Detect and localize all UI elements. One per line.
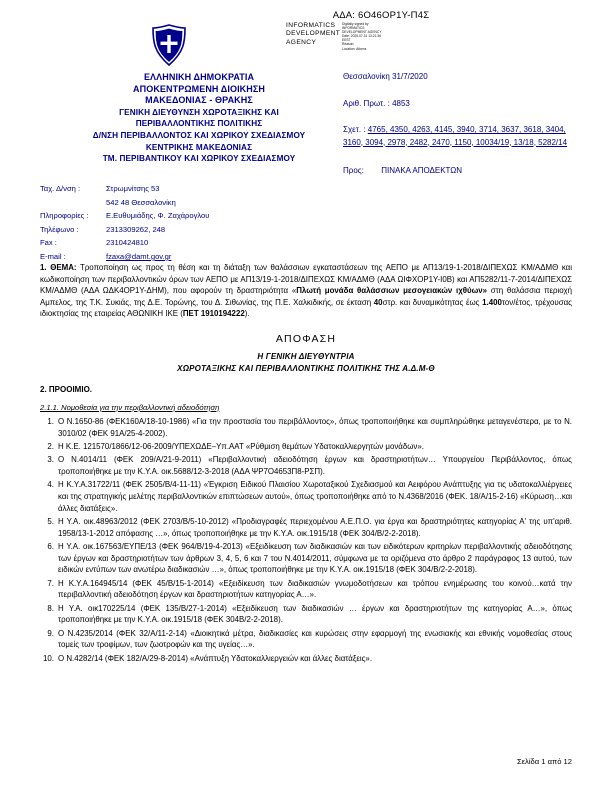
decision-title-block	[40, 333, 572, 375]
org-line-1: ΕΛΛΗΝΙΚΗ ΔΗΜΟΚΡΑΤΙΑ	[143, 72, 255, 82]
theme-bold-4: ΠΕΤ 1910194222	[182, 309, 245, 319]
org-line-4: ΓΕΝΙΚΗ ΔΙΕΥΘΥΝΣΗ ΧΩΡΟΤΑΞΙΚΗΣ ΚΑΙ	[119, 107, 279, 117]
org-line-5: ΠΕΡΙΒΑΛΛΟΝΤΙΚΗΣ ΠΟΛΙΤΙΚΗΣ	[135, 119, 263, 129]
legislation-list	[40, 416, 572, 666]
list-item-number: 1.	[47, 417, 54, 426]
recipient-label: Προς:	[343, 166, 364, 175]
list-item	[40, 441, 572, 453]
theme-text-2: στη θαλάσσια περιοχή Αμπελος, της Τ.Κ. Συκιάς, της Δ.Ε. Τορώνης, του Δ. Σιθωνίας, της Π.Ε. Χαλκιδικής, σε έκταση	[40, 286, 572, 307]
theme-paragraph	[40, 262, 572, 320]
list-item-text: Η Κ.Ε. 121570/1866/12-06-2009/ΥΠΕΧΩΔΕ–Υπ.ΑΑΤ «Ρύθμιση θεμάτων Υδατοκαλλιεργητών μονάδων».	[58, 442, 424, 451]
contact-row-info	[40, 209, 310, 223]
contact-row-address	[40, 182, 310, 196]
preamble-section-title: 2. ΠΡΟΟΙΜΙΟ.	[40, 385, 93, 394]
list-item-text: Η Υ.Α. οικ.167563/ΕΥΠΕ/13 (ΦΕΚ 964/Β/19-4-2013) «Εξειδίκευση των διαδικασιών και των ειδικότερων κριτηρίων περιβαλλοντικής αδειοδότησης των έργων και δραστηριοτήτων των άρθρων 3, 4, 5, 6 και 7 του Ν.4014/2011, σύμφωνα με τα οριζόμενα στο άρθρο 2 παράγραφος 13 αυτού, των ειδικών εντύπων των ανωτέρω διαδικασιών …», όπως τροποποιήθηκε με την Κ.Υ.Α. οικ.1915/18 (ΦΕΚ 304/Β/2-2-2018).	[58, 542, 572, 575]
sig-line1: Digitally signed by	[342, 22, 369, 26]
theme-bold-3: 1.400	[482, 297, 502, 307]
relevant-documents	[343, 124, 578, 149]
list-item	[40, 479, 572, 514]
list-item-text: Η Υ.Α. οικ170225/14 (ΦΕΚ 135/Β/27-1-2014) «Εξειδίκευση των διαδικασιών … έργων και δραστηριοτήτων της κατηγορίας Α…», όπως τροποποιήθηκε με την Κ.Υ.Α. οικ.1915/18 (ΦΕΚ 304Β/2-2-2018).	[58, 603, 572, 625]
address-value-2: 542 48 Θεσσαλονίκη	[106, 197, 176, 207]
info-value: Ε.Ευθυμιάδης, Φ. Ζαχάρογλου	[106, 211, 210, 221]
list-item-number: 6.	[47, 542, 54, 551]
list-item-text: Η Κ.Υ.Α.164945/14 (ΦΕΚ 45/Β/15-1-2014) «Εξειδίκευση των διαδικασιών γνωμοδοτήσεων και τρόπου ενημέρωσης του κοινού…κατά την περιβαλλοντική αδειοδότηση έργων και δραστηριοτήτων κατηγορίας Α…».	[58, 578, 572, 600]
list-item-number: 10.	[43, 653, 54, 663]
list-item	[40, 541, 572, 576]
list-item	[40, 516, 572, 539]
list-item	[40, 578, 572, 601]
list-item-text: Ο Ν.4282/14 (ΦΕΚ 182/Α/29-8-2014) «Ανάπτυξη Υδατοκαλλιεργειών και άλλες διατάξεις».	[58, 653, 373, 663]
list-item-number: 9.	[47, 628, 54, 638]
phone-value: 2313309262, 248	[106, 224, 166, 234]
decision-subtitle-1: Η ΓΕΝΙΚΗ ΔΙΕΥΘΥΝΤΡΙΑ	[257, 352, 355, 361]
list-item-number: 4.	[47, 480, 54, 490]
list-item-number: 5.	[47, 517, 54, 526]
list-item	[40, 454, 572, 477]
list-item	[40, 603, 572, 626]
theme-label: ΘΕΜΑ:	[50, 263, 77, 272]
ada-code-line	[0, 10, 612, 21]
address-value: Στρωμνίτσης 53	[106, 184, 160, 193]
greek-republic-emblem	[150, 24, 188, 66]
recipient-value: ΠΙΝΑΚΑ ΑΠΟΔΕΚΤΩΝ	[381, 166, 463, 175]
theme-bold-1: Πλωτή μονάδα θαλάσσιων μεσογειακών ιχθύων»	[296, 286, 488, 296]
contact-row-phone	[40, 223, 310, 237]
list-item-number: 3.	[47, 455, 54, 465]
ida-digital-signature-stamp	[286, 22, 436, 51]
relevant-value: 4765, 4350, 4263, 4145, 3940, 3714, 3637, 3618, 3404, 3160, 3094, 2978, 2482, 2470, 1150, 10034/19, 13/18, 5282/14	[343, 125, 568, 147]
address-label: Ταχ. Δ/νση :	[40, 184, 81, 193]
org-line-2: ΑΠΟΚΕΝΤΡΩΜΕΝΗ ΔΙΟΙΚΗΣΗ	[133, 83, 265, 94]
list-item	[40, 653, 572, 665]
place-date: Θεσσαλονίκη 31/7/2020	[343, 72, 428, 81]
org-line-3: ΜΑΚΕΔΟΝΙΑΣ - ΘΡΑΚΗΣ	[145, 95, 253, 106]
phone-label: Τηλέφωνο :	[40, 224, 79, 234]
email-link[interactable]: fzaxa@damt.gov.gr	[106, 251, 172, 261]
list-item-text: Ο Ν.4235/2014 (ΦΕΚ 32/Α/11-2-14) «Διοικητικά μέτρα, διαδικασίες και κυρώσεις στην εφαρμογή της ενωσιακής και εθνικής νομοθεσίας στους τομείς των τροφίμων, των ζωοτροφών και της υγείας…».	[58, 628, 572, 650]
sig-line5: EEST	[342, 38, 351, 43]
info-label: Πληροφορίες :	[40, 211, 89, 221]
list-item-text: Ο Ν.1650-86 (ΦΕΚ160Α/18-10-1986) «Για την προστασία του περιβάλλοντος», όπως τροποποιήθηκε και συμπληρώθηκε μεταγενέστερα, με το Ν. 3010/02 (ΦΕΚ 91Α/25-4-2002).	[58, 417, 572, 438]
theme-text-1: Τροποποίηση ως προς τη θέση και τη διάταξη των θαλάσσιων εγκαταστάσεων της ΑΕΠΟ με ΑΠ13/19-1-2018/ΔΙΠΕΧΩΣ ΚΜ/ΑΔΜΘ και κωδικοποίηση των περιβαλλοντικών όρων των ΑΕΠΟ με ΑΠ13/19-1-2018/ΔΙΠΕΧΩΣ ΚΜ/ΑΔΜΘ (ΑΔΑ ΩΙΦΧΟΡ1Υ-Ι0Β) και ΑΠ5282/11-7-2014/ΔΙΠΕΧΩΣ ΚΜ/ΑΔΜΘ (ΑΔΑ ΩΔΚ4ΟΡ1Υ-ΔΗΜ), που αφορούν τη δραστηριότητα «	[40, 263, 572, 296]
org-line-8: ΤΜ. ΠΕΡΙΒΑΝΤΙΚΟΥ ΚΑΙ ΧΩΡΙΚΟΥ ΣΧΕΔΙΑΣΜΟΥ	[102, 154, 296, 164]
ida-stamp-line1: INFORMATICS	[286, 22, 336, 29]
list-item-text: Ο Ν.4014/11 (ΦΕΚ 209/Α/21-9-2011) «Περιβαλλοντική αδειοδότηση έργων και δραστηριοτήτων… Υπουργείου Περιβάλλοντος, όπως τροποποιήθηκε με την Κ.Υ.Α. οικ.5688/12-3-2018 (ΑΔΑ ΨΡ7Ο4653Π8-ΡΣΠ).	[58, 455, 572, 476]
theme-text-3: στρ. και δυναμικότητας έως	[382, 297, 483, 307]
theme-text-4: τον/έτος, τρέχουσας ιδιοκτησίας της εταιρείας ΑΘΩΝΙΚΗ ΙΚΕ (	[40, 297, 572, 319]
theme-text-5: ).	[244, 309, 250, 319]
theme-number: 1.	[40, 263, 47, 272]
list-item	[40, 416, 572, 439]
fax-label: Fax :	[40, 238, 57, 248]
email-label: E-mail :	[40, 251, 66, 261]
list-item-text: Η Υ.Α. οικ.48963/2012 (ΦΕΚ 2703/Β/5-10-2012) «Προδιαγραφές περιεχομένου Α.Ε.Π.Ο. για έργα και δραστηριότητες κατηγορίας Α' της υπ'αριθ. 1958/13-1-2012 απόφασης …», όπως τροποποιήθηκε με την Κ.Υ.Α. οικ.1915/18 (ΦΕΚ 304/Β/2-2-2018).	[58, 517, 572, 538]
sig-line3: DEVELOPMENT AGENCY	[342, 30, 382, 35]
sig-line7: Location: Athens	[342, 46, 367, 51]
theme-bold-2: 40	[373, 297, 383, 307]
org-line-7: ΚΕΝΤΡΙΚΗΣ ΜΑΚΕΔΟΝΙΑΣ	[145, 142, 253, 152]
ida-stamp-line3: AGENCY	[286, 38, 317, 46]
legislation-subsection-title: 2.1.1. Νομοθεσία για την περιβαλλοντική αδειοδότηση	[40, 403, 220, 412]
protocol-number: Αριθ. Πρωτ. : 4853	[343, 99, 410, 108]
sig-line6: Reason:	[342, 42, 355, 47]
list-item-text: Η Κ.Υ.Α.31722/11 (ΦΕΚ 2505/Β/4-11-11) «Έγκριση Ειδικού Πλαισίου Χωροταξικού Σχεδιασμού και Αειφόρου Ανάπτυξης για τις υδατοκαλλιέργειες και της στρατηγικής μελέτης περιβαλλοντικών επιπτώσεων αυτού», όπως τροποποιήθηκε από το Ν.4368/2016 (ΦΕΚ. 18/Α/15-2-16) «Κύρωση…και άλλες διατάξεις».	[58, 480, 572, 513]
list-item-number: 2.	[47, 442, 54, 451]
contact-row-fax	[40, 236, 310, 250]
ida-stamp-line2: DEVELOPMENT	[286, 30, 341, 38]
ada-code: ΑΔΑ: 6Ο46ΟΡ1Υ-Π4Σ	[332, 10, 430, 21]
fax-value: 2310424810	[106, 238, 149, 248]
sig-line4: Date: 2020.07.31 13:21:36	[342, 34, 382, 39]
relevant-label: Σχετ. :	[343, 125, 366, 134]
org-line-6: Δ/ΝΣΗ ΠΕΡΙΒΑΛΛΟΝΤΟΣ ΚΑΙ ΧΩΡΙΚΟΥ ΣΧΕΔΙΑΣΜΟΥ	[92, 130, 306, 140]
decision-subtitle-2: ΧΩΡΟΤΑΞΙΚΗΣ ΚΑΙ ΠΕΡΙΒΑΛΛΟΝΤΙΚΗΣ ΠΟΛΙΤΙΚΗΣ ΤΗΣ Α.Δ.Μ-Θ	[177, 364, 435, 373]
contact-block	[40, 182, 310, 264]
ida-stamp-text	[286, 22, 341, 51]
list-item	[40, 628, 572, 651]
organization-header	[54, 72, 344, 165]
list-item-number: 8.	[47, 603, 54, 613]
recipient-row	[343, 164, 578, 177]
sig-line2: INFORMATICS	[342, 26, 365, 31]
list-item-number: 7.	[47, 578, 54, 588]
document-meta-block	[343, 70, 578, 177]
ida-signature-details	[342, 22, 434, 51]
decision-title: ΑΠΟΦΑΣΗ	[275, 333, 337, 345]
page-footer: Σελίδα 1 από 12	[516, 757, 572, 766]
